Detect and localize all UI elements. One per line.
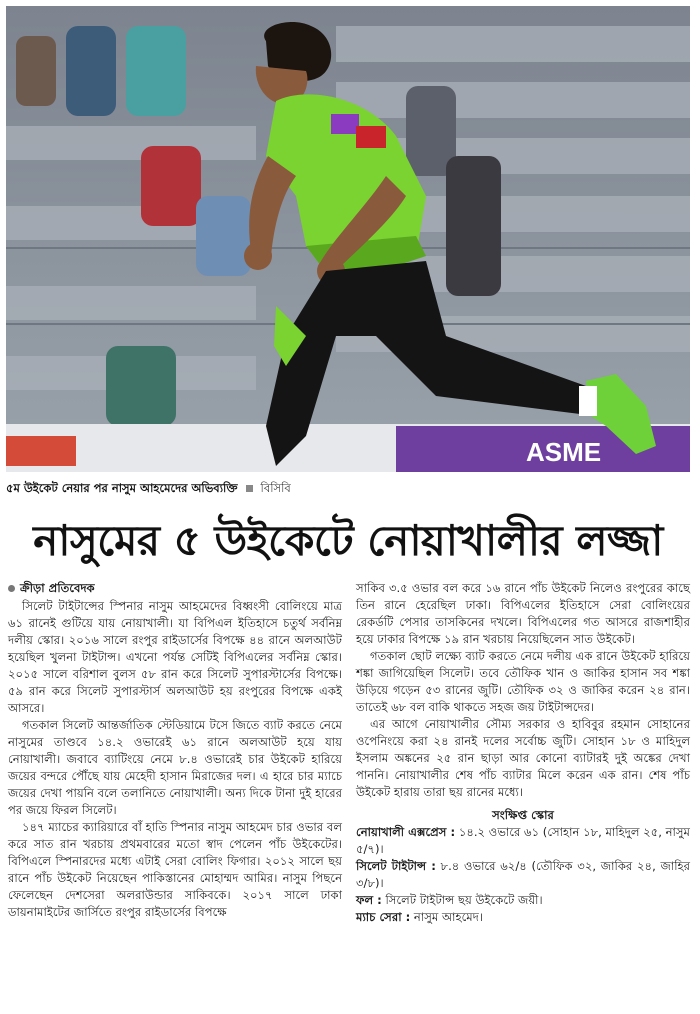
paragraph: এর আগে নোয়াখালীর সৌম্য সরকার ও হাবিবুর রহমান সোহানের ওপেনিংয়ে করা ২৪ রানই দলের সর্বোচ্চ জুটি। সোহান ১৮ ও মাহিদুল ইসলাম অঙ্কনের ২৫ রান ছাড়া আর কোনো ব্যাটারই দুই অঙ্কের দেখা পাননি। নোয়াখালীর শেষ পাঁচ ব্যাটার মিলে করেন এক রান। শেষ পাঁচ উইকেট হারায় তারা ছয় রানের মধ্যে।	[356, 717, 690, 799]
photo-caption	[6, 478, 690, 498]
paragraph: গতকাল ছোট লক্ষ্যে ব্যাট করতে নেমে দলীয় এক রানে উইকেট হারিয়ে শঙ্কা জাগিয়েছিল সিলেট। তবে তৌফিক খান ও জাকির হাসান সব শঙ্কা উড়িয়ে গড়েন ৫৩ রানের জুটি। তৌফিক ৩২ ও জাকির করেন ২৪ রান। তাতেই ৬৮ বল বাকি থাকতে সহজ জয় টাইটান্সদের।	[356, 649, 690, 714]
bullet-icon	[8, 585, 15, 592]
svg-text:ASME: ASME	[526, 437, 602, 467]
result-label: ফল :	[356, 893, 382, 907]
team1-label: নোয়াখালী এক্সপ্রেস :	[356, 825, 456, 839]
square-bullet-icon	[246, 485, 253, 492]
paragraph: সিলেট টাইটান্সের স্পিনার নাসুম আহমেদের বিধ্বংসী বোলিংয়ে মাত্র ৬১ রানেই গুটিয়ে যায় নোয়াখালী। যা বিপিএল ইতিহাসে চতুর্থ সর্বনিম্ন দলীয় স্কোর। ২০১৬ সালে রংপুর রাইডার্সের বিপক্ষে ৪৪ রানে অলআউট হয়েছিল খুলনা টাইটান্স। এখনো পর্যন্ত সেটিই বিপিএলের সর্বনিম্ন স্কোর। ২০১৫ সালে বরিশাল বুলস ৫৮ রান করে সিলেট সুপারস্টার্সের বিপক্ষে। ৫৯ রান করে সিলেট সুপারস্টার্স অলআউট হয় রংপুরের বিপক্ষে একই আসরে।	[8, 599, 342, 715]
team2-label: সিলেট টাইটান্স :	[356, 859, 436, 873]
brief-score	[356, 807, 690, 926]
result-line	[356, 892, 690, 909]
caption-text: ৫ম উইকেট নেয়ার পর নাসুম আহমেদের অভিব্যক্তি	[6, 481, 238, 495]
paragraph: সাকিব ৩.৫ ওভার বল করে ১৬ রানে পাঁচ উইকেট নিলেও রংপুরের কাছে তিন রানে হেরেছিল ঢাকা। বিপিএলের ইতিহাসে সেরা বোলিংয়ের রেকর্ডটি পেসার তাসকিনের দখলে। বিপিএলের গত আসরে রাজশাহীর হয়ে ঢাকার বিপক্ষে ১৯ রান খরচায় নিয়েছিলেন সাত উইকেট।	[356, 581, 690, 646]
score-line-team2	[356, 858, 690, 892]
hero-photo	[6, 6, 690, 472]
byline-text: ক্রীড়া প্রতিবেদক	[20, 581, 95, 595]
article-column-left	[8, 580, 342, 921]
byline	[8, 580, 342, 597]
paragraph: ১৪৭ ম্যাচের ক্যারিয়ারে বাঁ হাতি স্পিনার নাসুম আহমেদ চার ওভার বল করে সাত রান খরচায় প্রথমবারের মতো স্বাদ পেলেন পাঁচ উইকেটের। বিপিএলে স্পিনারদের মধ্যে এটাই সেরা বোলিং ফিগার। ২০১২ সালে ছয় রানে পাঁচ উইকেট নিয়েছেন পাকিস্তানের মোহাম্মদ আমির। নাসুম পিছনে ফেলেছেন দেশসেরা অলরাউন্ডার সাকিবকে। ২০১৭ সালে ঢাকা ডায়নামাইটের জার্সিতে রংপুর রাইডার্সের বিপক্ষে	[8, 820, 342, 919]
mom-text: নাসুম আহমেদ।	[410, 910, 483, 924]
score-line-team1	[356, 824, 690, 858]
headline: নাসুমের ৫ উইকেটে নোয়াখালীর লজ্জা	[33, 516, 663, 565]
celebration-image	[6, 6, 690, 472]
paragraph: গতকাল সিলেট আন্তর্জাতিক স্টেডিয়ামে টসে জিতে ব্যাট করতে নেমে নাসুমের তাণ্ডবে ১৪.২ ওভারেই ৬১ রানে অলআউট হয়ে যায় নোয়াখালী। জবাবে ব্যাটিংয়ে নেমে ৮.৪ ওভারেই চার উইকেট হারিয়ে জয়ের বন্দরে পৌঁছে যায় মেহেদী হাসান মিরাজের দল। এ হারে চার ম্যাচে জয়ের দেখা পায়নি বলে তলানিতে নোয়াখালী। অন্য দিকে টানা দুই হারের পর জয়ে ফিরল সিলেট।	[8, 718, 342, 817]
team2-score: ৮.৪ ওভারে ৬২/৪ (তৌফিক ৩২, জাকির ২৪, জাহির ৩/৮)।	[356, 859, 690, 890]
brief-score-title: সংক্ষিপ্ত স্কোর	[492, 808, 554, 822]
article-column-right	[356, 580, 690, 926]
man-of-match-line	[356, 909, 690, 926]
photo-credit: বিসিবি	[260, 481, 291, 495]
mom-label: ম্যাচ সেরা :	[356, 910, 411, 924]
result-text: সিলেট টাইটান্স ছয় উইকেটে জয়ী।	[381, 893, 543, 907]
team1-score: ১৪.২ ওভারে ৬১ (সোহান ১৮, মাহিদুল ২৫, নাসুম ৫/৭)।	[356, 825, 690, 856]
